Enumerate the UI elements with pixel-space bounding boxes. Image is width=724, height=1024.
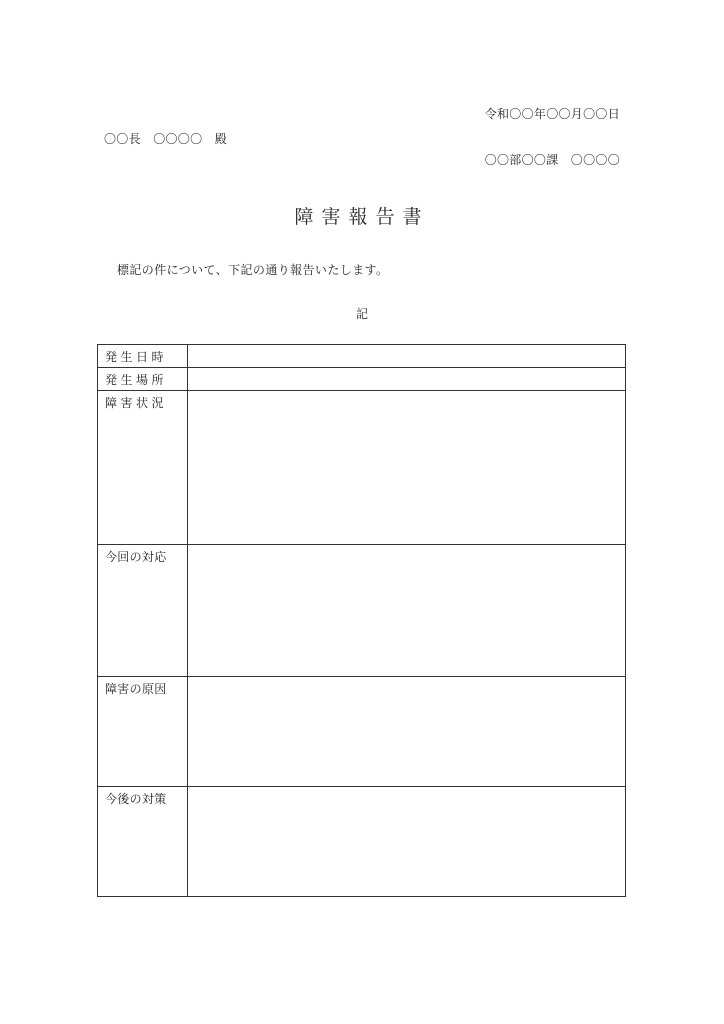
row-value-field[interactable]: [188, 391, 626, 545]
table-row-countermeasures: [98, 787, 626, 897]
note-heading: 記: [355, 307, 368, 321]
table-row-occurrence-location: [98, 368, 626, 391]
row-value-field[interactable]: [188, 545, 626, 677]
row-label: 今回の対応: [98, 545, 188, 677]
table-row-cause: [98, 677, 626, 787]
row-label: 障害状況: [98, 391, 188, 545]
row-value-field[interactable]: [188, 345, 626, 368]
table-row-failure-status: [98, 391, 626, 545]
row-label: 発生日時: [98, 345, 188, 368]
row-value-field[interactable]: [188, 787, 626, 897]
intro-text: 標記の件について、下記の通り報告いたします。: [117, 263, 389, 277]
table-row-response: [98, 545, 626, 677]
row-label: 発生場所: [98, 368, 188, 391]
row-value-field[interactable]: [188, 368, 626, 391]
table-row-occurrence-datetime: [98, 345, 626, 368]
row-label: 今後の対策: [98, 787, 188, 897]
sender: 〇〇部〇〇課 〇〇〇〇: [484, 153, 620, 167]
row-value-field[interactable]: [188, 677, 626, 787]
report-date: 令和〇〇年〇〇月〇〇日: [484, 107, 620, 121]
recipient: 〇〇長 〇〇〇〇 殿: [104, 132, 228, 146]
report-table: [97, 344, 626, 897]
document-title: 障害報告書: [294, 206, 430, 228]
row-label: 障害の原因: [98, 677, 188, 787]
